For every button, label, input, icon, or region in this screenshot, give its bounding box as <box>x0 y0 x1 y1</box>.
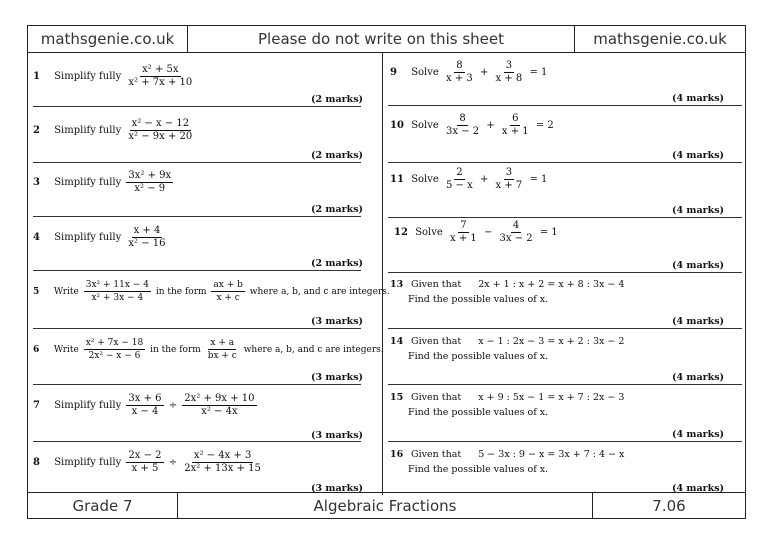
fraction <box>126 64 194 89</box>
question-text: Given that <box>411 336 462 347</box>
instruction-text: Find the possible values of x. <box>408 464 549 475</box>
question-16 <box>390 449 624 475</box>
worksheet <box>27 25 746 519</box>
marks-label: (3 marks) <box>311 372 364 383</box>
ratio-equation: x + 9 : 5x − 1 = x + 7 : 2x − 3 <box>478 392 625 403</box>
denominator: x + 8 <box>495 73 523 84</box>
question-3 <box>33 170 175 195</box>
operator: + <box>479 67 489 78</box>
fraction <box>126 170 173 195</box>
condition-text: where a, b, and c are integers. <box>243 345 384 355</box>
marks-label: (4 marks) <box>672 205 725 216</box>
fraction <box>182 393 256 418</box>
question-text: Simplify fully <box>54 125 122 136</box>
question-number: 4 <box>33 232 40 243</box>
numerator: 2 <box>456 167 463 178</box>
question-8 <box>33 450 265 475</box>
question-text: Simplify fully <box>54 400 122 411</box>
numerator: ax + b <box>213 280 243 290</box>
question-text: Simplify fully <box>54 457 122 468</box>
question-number: 12 <box>394 227 408 238</box>
ratio-equation: 5 − 3x : 9 − x = 3x + 7 : 4 − x <box>478 449 625 460</box>
question-text: Simplify fully <box>54 71 122 82</box>
marks-label: (2 marks) <box>311 94 364 105</box>
form-text: in the form <box>155 287 207 297</box>
marks-label: (4 marks) <box>672 150 725 161</box>
fraction <box>448 220 479 245</box>
numerator: x + 4 <box>133 225 161 236</box>
numerator: 8 <box>456 60 463 71</box>
denominator: x + 7 <box>495 180 523 191</box>
denominator: 2x² − x − 6 <box>88 351 141 361</box>
footer-code: 7.06 <box>652 496 686 515</box>
numerator: 4 <box>512 220 520 231</box>
numerator: x² + 7x − 18 <box>85 338 144 348</box>
column-divider <box>382 52 383 495</box>
equation-rhs: = 1 <box>529 67 548 78</box>
fraction <box>182 450 263 475</box>
question-text: Simplify fully <box>54 232 122 243</box>
marks-label: (4 marks) <box>672 372 725 383</box>
numerator: x + a <box>210 338 235 348</box>
question-number: 3 <box>33 177 40 188</box>
question-text: Solve <box>411 174 439 185</box>
answer-line <box>33 216 361 217</box>
fraction <box>498 220 535 245</box>
numerator: 3 <box>505 167 513 178</box>
footer-grade: Grade 7 <box>28 493 178 518</box>
denominator: bx + c <box>207 351 237 361</box>
fraction <box>494 167 525 192</box>
ratio-equation: 2x + 1 : x + 2 = x + 8 : 3x − 4 <box>478 279 625 290</box>
condition-text: where a, b, and c are integers. <box>249 287 390 297</box>
numerator: 2x − 2 <box>128 450 162 461</box>
header-left-site: mathsgenie.co.uk <box>28 26 188 52</box>
marks-label: (2 marks) <box>311 258 364 269</box>
header-right-site: mathsgenie.co.uk <box>593 30 727 48</box>
question-15 <box>390 392 624 418</box>
fraction <box>126 393 163 418</box>
numerator: 3x² + 9x <box>128 170 172 181</box>
marks-label: (4 marks) <box>672 316 725 327</box>
denominator: x − 4 <box>131 406 159 417</box>
marks-label: (2 marks) <box>311 204 364 215</box>
equation-rhs: = 1 <box>529 174 548 185</box>
denominator: 2x² + 13x + 15 <box>184 463 261 474</box>
question-text: Given that <box>411 392 462 403</box>
question-number: 7 <box>33 400 40 411</box>
denominator: x² + 7x + 10 <box>128 77 193 88</box>
form-text: in the form <box>150 345 201 355</box>
denominator: x² − 9x + 20 <box>128 131 193 142</box>
question-6 <box>33 337 384 362</box>
marks-label: (2 marks) <box>311 150 364 161</box>
denominator: x² + 3x − 4 <box>91 293 144 303</box>
question-number: 8 <box>33 457 40 468</box>
answer-line <box>388 217 742 218</box>
question-text: Write <box>53 345 79 355</box>
fraction <box>494 60 525 85</box>
question-number: 6 <box>33 345 40 355</box>
instruction-text: Find the possible values of x. <box>408 351 549 362</box>
numerator: 8 <box>459 113 466 124</box>
question-number: 14 <box>390 336 404 347</box>
operator: ÷ <box>168 400 178 411</box>
denominator: x + 5 <box>131 463 159 474</box>
operator: + <box>486 120 495 131</box>
question-text: Given that <box>411 279 462 290</box>
numerator: 2x² + 9x + 10 <box>184 393 255 404</box>
denominator: 3x − 2 <box>446 126 480 137</box>
answer-line <box>388 272 742 273</box>
fraction <box>126 225 167 250</box>
numerator: 6 <box>512 113 519 124</box>
question-number: 10 <box>390 120 404 131</box>
marks-label: (3 marks) <box>311 483 364 494</box>
denominator: 5 − x <box>446 180 473 191</box>
marks-label: (4 marks) <box>672 93 725 104</box>
answer-line <box>33 162 361 163</box>
question-text: Given that <box>411 449 462 460</box>
answer-line <box>388 105 742 106</box>
question-text: Solve <box>415 227 443 238</box>
answer-line <box>33 106 361 107</box>
operator: ÷ <box>168 457 178 468</box>
answer-line <box>388 384 742 385</box>
question-14 <box>390 336 624 362</box>
fraction <box>500 113 531 138</box>
header-bar <box>28 26 745 53</box>
numerator: x² − x − 12 <box>131 118 190 129</box>
instruction-text: Find the possible values of x. <box>408 407 549 418</box>
answer-line <box>33 328 361 329</box>
header-notice: Please do not write on this sheet <box>188 26 575 52</box>
numerator: 3 <box>505 60 513 71</box>
question-text: Write <box>53 287 79 297</box>
question-10 <box>390 113 554 138</box>
marks-label: (3 marks) <box>311 316 364 327</box>
fraction <box>444 113 481 138</box>
marks-label: (4 marks) <box>672 483 725 494</box>
question-text: Solve <box>411 67 439 78</box>
footer-bar <box>28 492 745 518</box>
question-2 <box>33 118 196 143</box>
marks-label: (4 marks) <box>672 260 725 271</box>
question-number: 11 <box>390 174 404 185</box>
fraction <box>444 60 475 85</box>
denominator: x + 3 <box>446 73 473 84</box>
footer-topic: Algebraic Fractions <box>178 493 593 518</box>
question-number: 13 <box>390 279 404 290</box>
question-13 <box>390 279 624 305</box>
answer-line <box>388 441 742 442</box>
question-text: Simplify fully <box>54 177 122 188</box>
marks-label: (4 marks) <box>672 429 725 440</box>
denominator: x² − 4x <box>201 406 238 417</box>
form-fraction <box>206 337 239 362</box>
question-number: 9 <box>390 67 397 78</box>
question-1 <box>33 64 196 89</box>
denominator: x + 1 <box>450 233 477 244</box>
fraction <box>84 279 151 304</box>
numerator: 3x + 6 <box>128 393 162 404</box>
denominator: x² − 9 <box>134 183 166 194</box>
question-7 <box>33 393 259 418</box>
form-fraction <box>211 279 244 304</box>
denominator: x + c <box>216 293 240 303</box>
operator: − <box>483 227 493 238</box>
question-4 <box>33 225 170 250</box>
question-number: 16 <box>390 449 404 460</box>
numerator: x² + 5x <box>142 64 179 75</box>
denominator: x² − 16 <box>128 238 166 249</box>
operator: + <box>479 174 489 185</box>
numerator: 7 <box>460 220 467 231</box>
question-9 <box>390 60 547 85</box>
marks-label: (3 marks) <box>311 430 364 441</box>
answer-line <box>388 162 742 163</box>
question-number: 5 <box>33 287 40 297</box>
denominator: 3x − 2 <box>499 233 533 244</box>
answer-line <box>33 441 361 442</box>
question-number: 2 <box>33 125 40 136</box>
numerator: 3x² + 11x − 4 <box>85 280 149 290</box>
answer-line <box>33 384 361 385</box>
question-11 <box>390 167 547 192</box>
question-12 <box>394 220 558 245</box>
fraction <box>444 167 475 192</box>
numerator: x² − 4x + 3 <box>193 450 252 461</box>
question-number: 1 <box>33 71 40 82</box>
answer-line <box>33 270 361 271</box>
ratio-equation: x − 1 : 2x − 3 = x + 2 : 3x − 2 <box>478 336 625 347</box>
equation-rhs: = 2 <box>535 120 554 131</box>
fraction <box>84 337 145 362</box>
question-number: 15 <box>390 392 404 403</box>
fraction <box>126 450 163 475</box>
equation-rhs: = 1 <box>539 227 558 238</box>
denominator: x + 1 <box>501 126 529 137</box>
question-text: Solve <box>411 120 439 131</box>
fraction <box>126 118 194 143</box>
question-5 <box>33 279 390 304</box>
instruction-text: Find the possible values of x. <box>408 294 549 305</box>
answer-line <box>388 328 742 329</box>
